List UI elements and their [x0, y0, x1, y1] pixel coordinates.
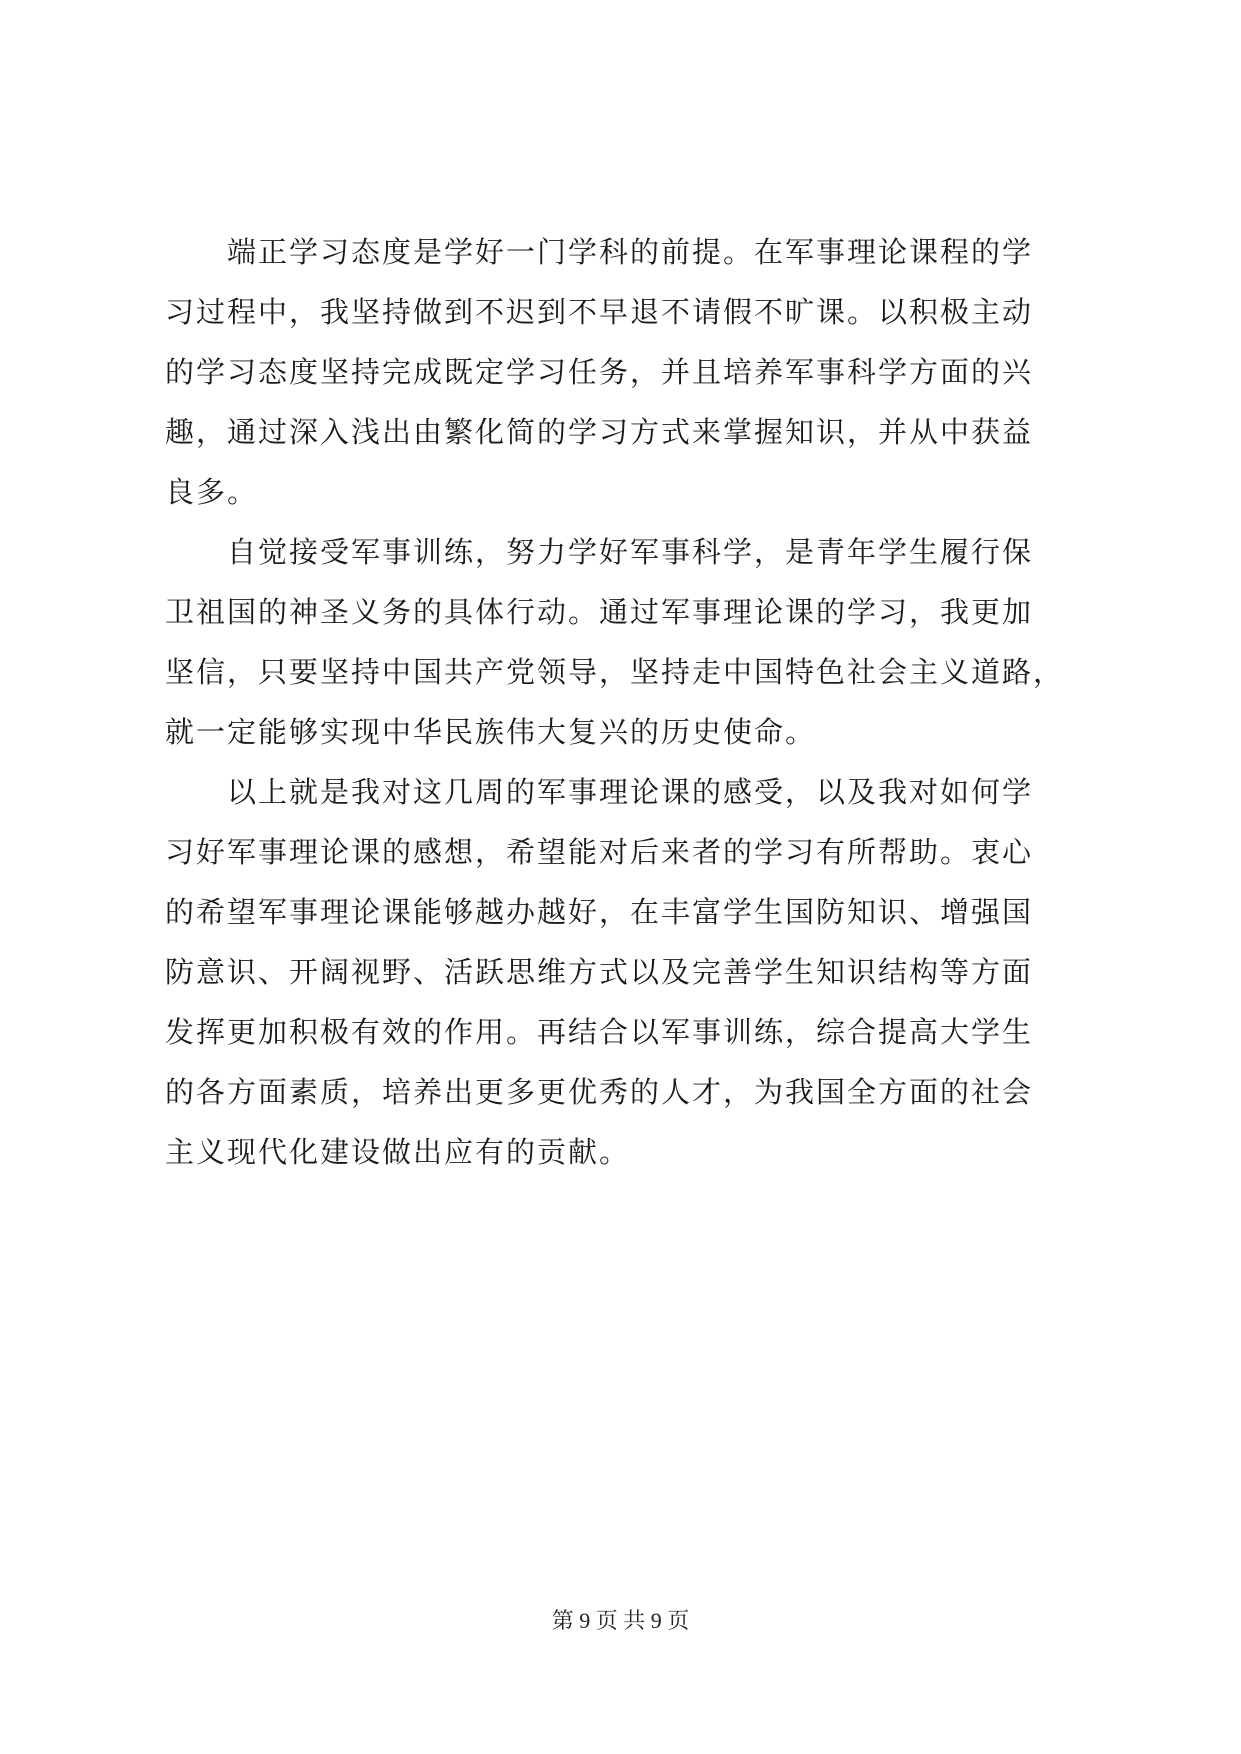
paragraph-line: 以上就是我对这几周的军事理论课的感受，以及我对如何学 — [165, 775, 1034, 809]
paragraph-line: 发挥更加积极有效的作用。再结合以军事训练，综合提高大学生 — [165, 1015, 1034, 1049]
paragraph-line: 的希望军事理论课能够越办越好，在丰富学生国防知识、增强国 — [165, 895, 1034, 929]
paragraph-line: 主义现代化建设做出应有的贡献。 — [165, 1135, 631, 1169]
paragraph-line: 的学习态度坚持完成既定学习任务，并且培养军事科学方面的兴 — [165, 355, 1034, 389]
paragraph-line: 自觉接受军事训练，努力学好军事科学，是青年学生履行保 — [165, 535, 1034, 569]
paragraph-line: 良多。 — [165, 475, 259, 509]
paragraph-line: 就一定能够实现中华民族伟大复兴的历史使命。 — [165, 715, 817, 749]
paragraph-line: 趣，通过深入浅出由繁化简的学习方式来掌握知识，并从中获益 — [165, 415, 1034, 449]
paragraph-line: 坚信，只要坚持中国共产党领导，坚持走中国特色社会主义道路， — [165, 655, 1065, 689]
paragraph-line: 习好军事理论课的感想，希望能对后来者的学习有所帮助。衷心 — [165, 835, 1034, 869]
paragraph-line: 防意识、开阔视野、活跃思维方式以及完善学生知识结构等方面 — [165, 955, 1034, 989]
paragraph-line: 卫祖国的神圣义务的具体行动。通过军事理论课的学习，我更加 — [165, 595, 1034, 629]
paragraph-line: 的各方面素质，培养出更多更优秀的人才，为我国全方面的社会 — [165, 1075, 1034, 1109]
paragraph-line: 习过程中，我坚持做到不迟到不早退不请假不旷课。以积极主动 — [165, 295, 1034, 329]
document-body — [165, 222, 1085, 1182]
page-number-footer: 第 9 页 共 9 页 — [551, 1608, 690, 1633]
paragraph-line: 端正学习态度是学好一门学科的前提。在军事理论课程的学 — [165, 235, 1034, 269]
